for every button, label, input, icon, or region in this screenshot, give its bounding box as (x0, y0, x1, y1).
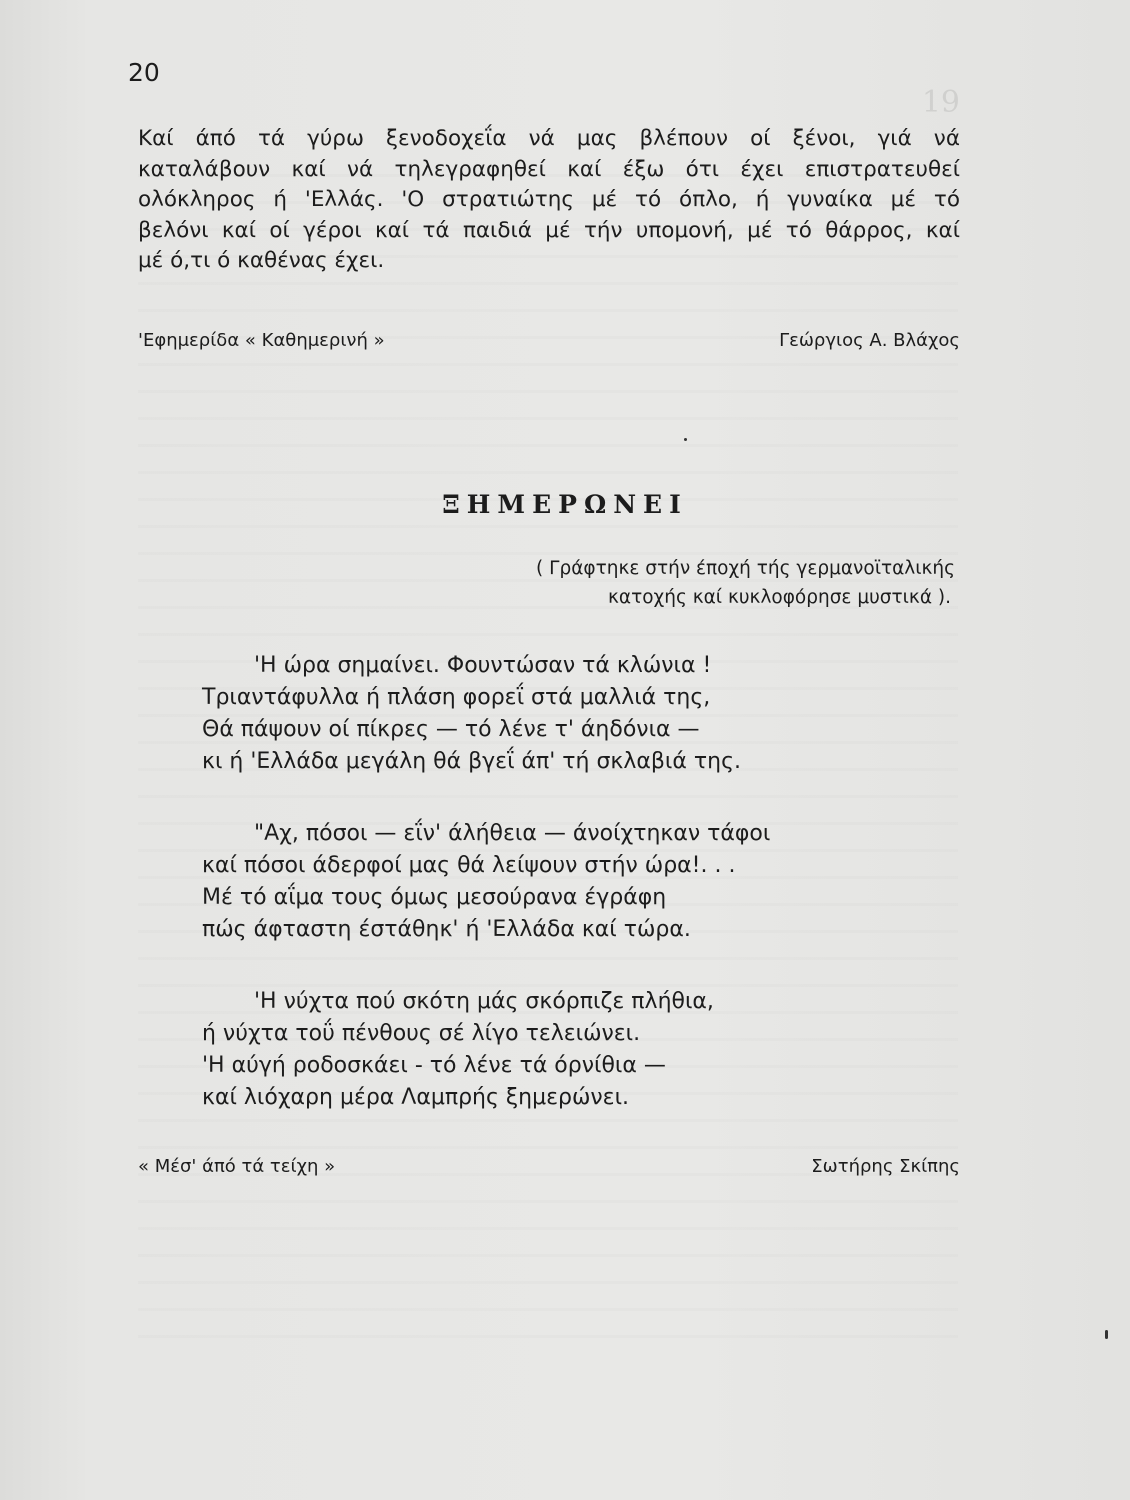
verse-line: ή νύχτα τοΰ πένθους σέ λίγο τελειώνει. (202, 1021, 641, 1046)
verse-line: Μέ τό αΐμα τους όμως μεσούρανα έγράφη (202, 885, 667, 910)
scanned-page: 19 20 Καί άπό τά γύρω ξενοδοχεΐα νά μας βλέπουν οί ξένοι, γιά νά καταλάβουν καί νά τηλεγραφηθεί καί έξω ότι έχει επιστρατευθεί ολόκληρος ή 'Ελλάς. 'Ο στρατιώτης μέ τό όπλο, ή γυναίκα μέ τό βελόνι καί οί γέροι καί τά παιδιά μέ τήν υπομονή, μέ τό θάρρος, καί μέ ό,τι ό καθένας έχει. 'Εφημερίδα « Καθημερινή » Γεώργιος Α. Βλάχος ΞΗΜΕΡΩΝΕΙ ( Γράφτηκε στήν έποχή τής γερμανοϊταλικής κατοχής καί κυκλοφόρησε μυστικά ). 'Η ώρα σημαίνει. Φουντώσαν τά κλώνια ! Τριαντάφυλλα ή πλάση φορεΐ στά μαλλιά της, Θά πάψουν οί πίκρες — τό λένε τ' άηδόνια — κι ή 'Ελλάδα μεγάλη θά βγεΐ άπ' τή σκλαβιά της. "Αχ, πόσοι — εΐν' άλήθεια — άνοίχτηκαν τάφοι καί πόσοι άδερφοί μας θά λείψουν στήν ώρα!. . . Μέ τό αΐμα τους όμως μεσούρανα έγράφη πώς άφταστη έστάθηκ' ή 'Ελλάδα καί τώρα. 'Η νύχτα πού σκότη μάς σκόρπιζε πλήθια, ή νύχτα τοΰ πένθους σέ λίγο τελειώνει. 'Η αύγή ροδοσκάει - τό λένε τά όρνίθια — καί λιόχαρη μέρα Λαμπρής ξημερώνει. « Μέσ' άπό τά τείχη » Σωτήρης Σκίπης (0, 0, 1130, 1500)
subtitle-line: ( Γράφτηκε στήν έποχή τής γερμανοϊταλικής (536, 558, 955, 579)
stanza-2 (202, 818, 770, 946)
paragraph-line: ολόκληρος ή 'Ελλάς. 'Ο στρατιώτης μέ τό όπλο, ή γυναίκα μέ τό (138, 187, 960, 212)
intro-paragraph (138, 124, 960, 277)
poem-subtitle (500, 554, 955, 612)
verse-line: 'Η ώρα σημαίνει. Φουντώσαν τά κλώνια ! (254, 653, 712, 678)
verse-line: 'Η αύγή ροδοσκάει - τό λένε τά όρνίθια — (202, 1053, 666, 1078)
source-author: Γεώργιος Α. Βλάχος (779, 330, 960, 351)
source-attribution-2 (138, 1156, 960, 1177)
source-author: Σωτήρης Σκίπης (811, 1156, 960, 1177)
verse-line: καί λιόχαρη μέρα Λαμπρής ξημερώνει. (202, 1085, 630, 1110)
verse-line: "Αχ, πόσοι — εΐν' άλήθεια — άνοίχτηκαν τάφοι (254, 821, 771, 846)
poem-title: ΞΗΜΕΡΩΝΕΙ (442, 490, 688, 519)
source-book: « Μέσ' άπό τά τείχη » (138, 1156, 336, 1177)
speck (1105, 1330, 1108, 1339)
stanza-3 (202, 986, 714, 1114)
verse-line: καί πόσοι άδερφοί μας θά λείψουν στήν ώρα!. . . (202, 853, 736, 878)
verse-line: 'Η νύχτα πού σκότη μάς σκόρπιζε πλήθια, (254, 989, 714, 1014)
verse-line: Θά πάψουν οί πίκρες — τό λένε τ' άηδόνια — (202, 717, 700, 742)
stanza-1 (202, 650, 741, 778)
paragraph-line: βελόνι καί οί γέροι καί τά παιδιά μέ τήν υπομονή, μέ τό θάρρος, καί (138, 217, 960, 243)
paragraph-line: μέ ό,τι ό καθένας έχει. (138, 248, 385, 273)
source-publication: 'Εφημερίδα « Καθημερινή » (138, 330, 385, 351)
paragraph-line: Καί άπό τά γύρω ξενοδοχεΐα νά μας βλέπουν οί ξένοι, γιά νά (138, 126, 960, 151)
verse-line: Τριαντάφυλλα ή πλάση φορεΐ στά μαλλιά της, (202, 685, 711, 710)
verse-line: κι ή 'Ελλάδα μεγάλη θά βγεΐ άπ' τή σκλαβιά της. (202, 749, 741, 774)
verse-line: πώς άφταστη έστάθηκ' ή 'Ελλάδα καί τώρα. (202, 917, 691, 942)
page-number: 20 (128, 58, 160, 87)
source-attribution-1 (138, 330, 960, 351)
paragraph-line: καταλάβουν καί νά τηλεγραφηθεί καί έξω ότι έχει επιστρατευθεί (138, 156, 960, 182)
speck (684, 438, 687, 441)
subtitle-line: κατοχής καί κυκλοφόρησε μυστικά ). (608, 587, 951, 608)
